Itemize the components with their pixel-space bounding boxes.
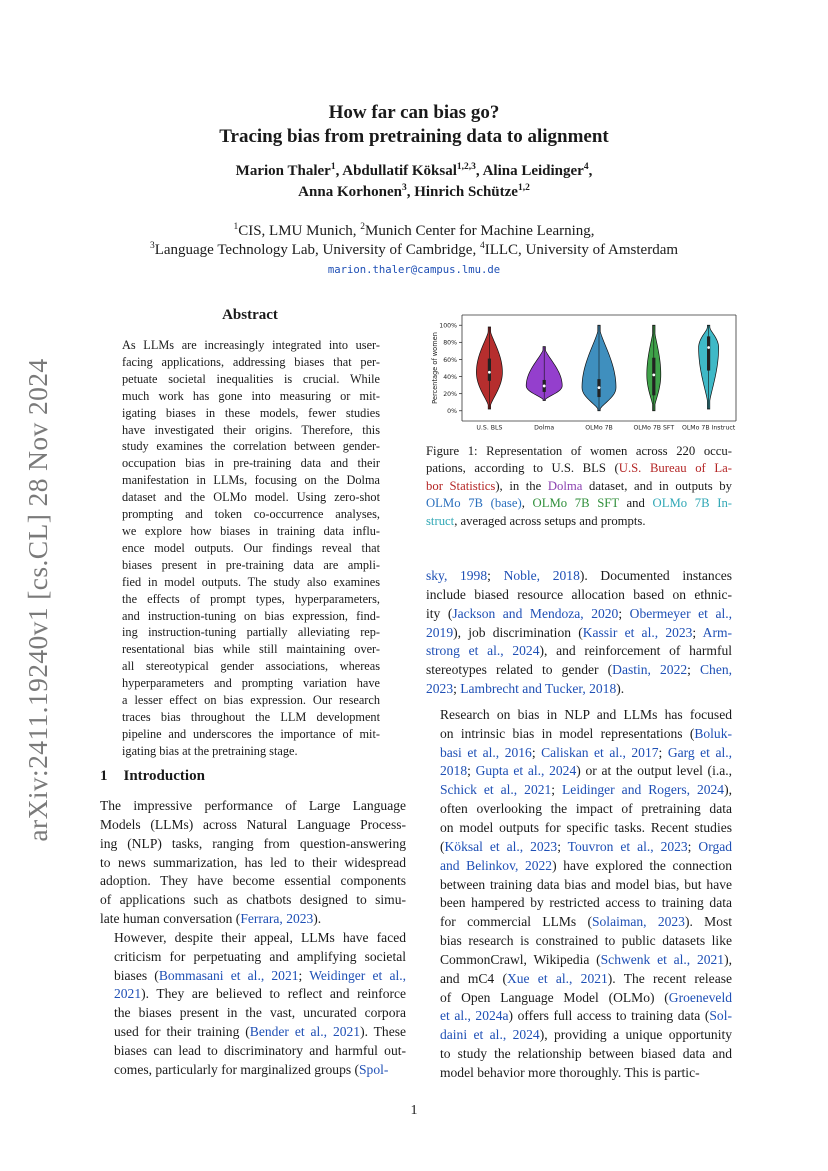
text-span: bias research is constrained to public datasets like <box>440 933 732 949</box>
citation-link[interactable]: Schwenk et al., 2021 <box>600 951 725 967</box>
text-line <box>426 876 732 895</box>
text-line <box>426 642 732 661</box>
y-tick-label: 60% <box>443 356 457 364</box>
citation-link[interactable]: Groeneveld <box>668 989 732 1005</box>
figure-caption <box>426 443 732 530</box>
abstract-line: ing instruction-tuning partially alleviating rep- <box>122 625 380 640</box>
author-name: Alina Leidinger <box>482 163 584 179</box>
text-line <box>426 1007 732 1026</box>
abstract-line: and instruction-tuning on bias expression, find- <box>122 608 380 623</box>
text-line <box>100 985 406 1004</box>
y-tick-label: 80% <box>443 339 457 347</box>
abstract-line: traces bias throughout the LLM development <box>122 709 380 724</box>
left-column <box>100 797 406 1080</box>
citation-link[interactable]: Köksal et al., 2023 <box>444 838 558 854</box>
author-email[interactable]: marion.thaler@campus.lmu.de <box>327 264 501 276</box>
text-span: ), <box>724 782 732 798</box>
abstract-line: biases present in pre-training data are ampli- <box>122 557 380 572</box>
text-span: ; <box>531 744 542 760</box>
text-span: used for their training ( <box>114 1024 250 1040</box>
paragraph <box>426 567 732 699</box>
text-span: ) offers full access to training data ( <box>508 1008 710 1024</box>
x-tick-label: OLMo 7B SFT <box>633 424 675 432</box>
paper-title-line1: How far can bias go? <box>328 102 500 123</box>
colored-term-link[interactable]: U.S. Bureau of La- <box>618 461 732 476</box>
abstract-body <box>122 337 380 760</box>
text-span: and <box>618 496 653 511</box>
citation-link[interactable]: strong et al., 2024 <box>426 643 540 659</box>
paragraph <box>100 929 406 1080</box>
abstract-line: resentational bias while still maintaining over- <box>122 642 380 657</box>
abstract-line: prompting and token co-occurrence analyses, <box>122 507 380 522</box>
text-span: Research on bias in NLP and LLMs has focused <box>440 706 732 722</box>
text-line <box>426 913 732 932</box>
text-span: ; <box>487 568 504 583</box>
text-line <box>100 1023 406 1042</box>
citation-link[interactable]: Jackson and Mendoza, 2020 <box>452 605 619 621</box>
citation-link[interactable]: Touvron et al., 2023 <box>567 838 688 854</box>
text-span: on model outputs for specific tasks. Recent studies <box>440 819 732 835</box>
text-span: ), <box>724 951 732 967</box>
author-name: Hinrich Schütze <box>414 184 518 200</box>
text-line <box>100 872 406 891</box>
text-span: of Open Language Model (OLMo) ( <box>440 989 669 1005</box>
text-span: biases ( <box>114 967 159 983</box>
text-span: stereotypes related to gender ( <box>426 662 613 678</box>
affiliation-line1: $^1$CIS, LMU Munich, $^2$Munich Center for Machine Learning, <box>233 222 595 239</box>
text-span: of applications such as chatbots designed to simu- <box>100 892 406 908</box>
text-span: for commercial LLMs ( <box>440 914 592 930</box>
text-line <box>426 513 732 530</box>
citation-link[interactable]: Chen, <box>700 662 732 678</box>
citation-link[interactable]: daini et al., 2024 <box>440 1027 540 1043</box>
abstract-line: facing applications, addressing biases that per- <box>122 354 380 369</box>
text-span: ; <box>453 681 461 697</box>
abstract-line: As LLMs are increasingly integrated into user- <box>122 338 380 352</box>
colored-term-link[interactable]: struct <box>426 513 455 528</box>
citation-link[interactable]: Gupta et al., 2024 <box>475 763 577 779</box>
text-span: to study the relationship between biased data and <box>440 1046 732 1062</box>
abstract-line: hyperparameters and prompting variation have <box>122 676 380 691</box>
text-line <box>100 891 406 910</box>
violin-median <box>652 373 655 376</box>
colored-term-link[interactable]: OLMo 7B SFT <box>532 496 619 511</box>
abstract-line: we explore how biases in training data influ- <box>122 523 380 538</box>
text-span: ing (NLP) tasks, ranging from question-answering <box>100 835 406 851</box>
abstract-line: igating bias at the pretraining stage. <box>122 743 298 758</box>
text-line <box>426 725 732 744</box>
abstract-line: dataset and the OLMo model. Using zero-shot <box>122 490 380 505</box>
colored-term-link[interactable]: OLMo 7B In- <box>652 496 733 511</box>
abstract-line: a lesser effect on bias expression. Our research <box>122 693 380 708</box>
text-span: Figure 1: Representation of women across 220 occu- <box>426 444 732 458</box>
text-span: ; <box>692 624 703 640</box>
text-span: adoption. They have become essential components <box>100 873 406 889</box>
right-column <box>426 567 732 1083</box>
text-line <box>426 1064 732 1083</box>
text-span: ) or at the output level (i.a., <box>576 763 733 779</box>
text-line <box>100 816 406 835</box>
citation-link[interactable]: Orgad <box>698 838 733 854</box>
text-line <box>426 857 732 876</box>
text-line <box>426 762 732 781</box>
text-line <box>426 989 732 1008</box>
text-line <box>100 910 406 929</box>
abstract-line: the effects of prompt types, hyperparameters, <box>122 591 380 606</box>
citation-link[interactable]: Xue et al., 2021 <box>506 970 608 986</box>
violin-chart-svg <box>410 311 740 436</box>
author-name: Marion Thaler <box>235 163 331 179</box>
text-span: However, despite their appeal, LLMs have faced <box>114 929 406 945</box>
text-span: often overlooking the impact of pretraining data <box>440 801 732 817</box>
violin-median <box>598 386 601 389</box>
citation-link[interactable]: Garg et al., <box>667 744 733 760</box>
abstract-line: manifestation in LLMs, focusing on the Dolma <box>122 473 380 488</box>
violin-median <box>707 346 710 349</box>
text-line <box>426 970 732 989</box>
text-line <box>426 661 732 680</box>
text-line <box>100 854 406 873</box>
author-affil: 1,2 <box>517 183 530 193</box>
text-span: ; <box>687 662 701 678</box>
citation-link[interactable]: Noble, 2018 <box>503 568 580 583</box>
colored-term-link[interactable]: OLMo 7B (base) <box>426 496 522 511</box>
text-span: on intrinsic bias in model representations ( <box>440 725 695 741</box>
text-span: ). The recent release <box>607 970 732 986</box>
text-line <box>426 443 732 460</box>
abstract-line: study examines the correlation between gender- <box>122 439 380 454</box>
citation-link[interactable]: Solaiman, 2023 <box>592 914 685 930</box>
text-span: Models (LLMs) across Natural Language Process- <box>100 816 406 832</box>
paragraph <box>100 797 406 929</box>
author-affil: 4 <box>583 162 589 172</box>
citation-link[interactable]: basi et al., 2016 <box>440 744 532 760</box>
text-span: the biases present in the vast, uncurated corpora <box>114 1005 406 1021</box>
text-line <box>100 1061 406 1080</box>
text-span: ; <box>551 782 563 798</box>
abstract-line: have investigated their origins. Therefore, this <box>122 422 380 437</box>
arxiv-stamp: arXiv:2411.19240v1 [cs.CL] 28 Nov 2024 <box>22 358 53 842</box>
x-tick-label: Dolma <box>534 424 555 432</box>
text-span: pations, according to U.S. BLS ( <box>426 461 619 476</box>
text-span: ; <box>658 744 668 760</box>
citation-link[interactable]: Weidinger et al., <box>309 967 406 983</box>
affiliation-line2: $^3$Language Technology Lab, University of Cambridge, $^4$ILLC, University of Amsterdam <box>149 241 679 258</box>
citation-link[interactable]: Caliskan et al., 2017 <box>541 744 659 760</box>
abstract-heading: Abstract <box>222 307 278 323</box>
text-line <box>100 967 406 986</box>
text-span: ; <box>557 838 568 854</box>
citation-link[interactable]: and Belinkov, 2022 <box>440 857 553 873</box>
citation-link[interactable]: Bender et al., 2021 <box>249 1024 361 1040</box>
text-line <box>426 460 732 477</box>
text-line <box>426 894 732 913</box>
text-span: biases can lead to discriminatory and harmful out- <box>114 1042 406 1058</box>
abstract-line: igating biases in these models, fewer studies <box>122 405 380 420</box>
text-line <box>100 1042 406 1061</box>
text-span: ). Documented instances <box>579 568 732 583</box>
citation-link[interactable]: 2021 <box>114 986 142 1002</box>
text-span: ), in the <box>495 478 548 493</box>
colored-term-link[interactable]: bor Statistics <box>426 478 496 493</box>
text-line <box>426 951 732 970</box>
violin-box <box>652 358 655 396</box>
y-tick-label: 20% <box>443 390 457 398</box>
text-line <box>426 495 732 512</box>
citation-link[interactable]: Dastin, 2022 <box>612 662 688 678</box>
text-span: ; <box>618 605 630 621</box>
text-line <box>426 932 732 951</box>
text-span: The impressive performance of Large Language <box>100 798 406 813</box>
section-title: Introduction <box>123 768 205 784</box>
x-tick-label: OLMo 7B Instruct <box>681 424 736 432</box>
text-line <box>100 948 406 967</box>
abstract-line: all stereotypical gender associations, whereas <box>122 659 380 674</box>
text-span: ). Most <box>684 914 732 930</box>
text-span: ) have explored the connection <box>552 857 732 873</box>
text-span: ity ( <box>426 605 453 621</box>
x-tick-label: U.S. BLS <box>476 424 503 432</box>
abstract-line: occupation bias in pre-training data and their <box>122 456 380 471</box>
page-number: 1 <box>410 1103 418 1118</box>
text-line <box>100 1004 406 1023</box>
text-span: ; <box>298 967 310 983</box>
text-span: ), and reinforcement of harmful <box>539 643 732 659</box>
citation-link[interactable]: sky, 1998 <box>426 568 488 583</box>
text-line <box>426 800 732 819</box>
author-list-line2: Anna Korhonen$^3$, Hinrich Schütze$^{1,2}$ <box>298 183 530 200</box>
author-affil: 3 <box>401 183 407 193</box>
text-line <box>100 929 406 948</box>
text-span: been hampered by restricted access to training data <box>440 895 732 911</box>
text-line <box>426 819 732 838</box>
text-line <box>100 797 406 816</box>
citation-link[interactable]: Arm- <box>702 624 732 640</box>
citation-link[interactable]: Leidinger and Rogers, 2024 <box>562 782 725 798</box>
citation-link[interactable]: et al., 2024a <box>440 1008 509 1024</box>
text-span: between training data bias and model bias, but have <box>440 876 732 892</box>
violin-median <box>543 385 546 388</box>
text-line <box>426 781 732 800</box>
text-span: ( <box>440 838 445 854</box>
text-span: ; <box>467 763 476 779</box>
citation-link[interactable]: Lambrecht and Tucker, 2018 <box>460 681 617 697</box>
abstract-line: pipeline and underscores the importance of mit- <box>122 726 380 741</box>
citation-link[interactable]: Ferrara, 2023 <box>240 911 314 927</box>
text-span: include biased resource allocation based on ethnic- <box>426 586 732 602</box>
text-line <box>426 838 732 857</box>
section-heading <box>100 768 205 785</box>
author-affil: 1 <box>330 162 336 172</box>
citation-link[interactable]: Spol- <box>359 1061 389 1077</box>
text-line <box>426 586 732 605</box>
text-span: and mC4 ( <box>440 970 507 986</box>
text-span: ). They are believed to reflect and reinforce <box>141 986 406 1002</box>
colored-term-link[interactable]: Dolma <box>547 478 583 493</box>
text-line <box>426 478 732 495</box>
text-line <box>100 835 406 854</box>
citation-link[interactable]: Kassir et al., 2023 <box>582 624 693 640</box>
x-tick-label: OLMo 7B <box>585 424 613 432</box>
abstract-line: petuate societal inequalities is crucial. While <box>122 371 380 386</box>
text-span: model behavior more thoroughly. This is partic- <box>440 1064 700 1080</box>
citation-link[interactable]: 2019 <box>426 624 454 640</box>
citation-link[interactable]: Sol- <box>709 1008 732 1024</box>
section-number: 1 <box>100 768 108 784</box>
text-span: , <box>521 496 533 511</box>
author-name: Abdullatif Köksal <box>342 163 457 179</box>
violin-chart <box>410 311 740 436</box>
text-span: comes, particularly for marginalized groups ( <box>114 1061 360 1077</box>
text-span: ), job discrimination ( <box>453 624 583 640</box>
abstract-line: much work has gone into measuring or mit- <box>122 388 380 403</box>
author-list-line1: Marion Thaler$^1$, Abdullatif Köksal$^{1,2,3}$, Alina Leidinger$^4$, <box>235 162 593 179</box>
text-line <box>426 706 732 725</box>
text-span: dataset, and in outputs by <box>582 478 732 493</box>
citation-link[interactable]: Boluk- <box>694 725 732 741</box>
text-line <box>426 567 732 586</box>
citation-link[interactable]: 2023 <box>426 681 454 697</box>
text-span: late human conversation ( <box>100 911 241 927</box>
text-span: , averaged across setups and prompts. <box>454 513 646 528</box>
paragraph <box>426 706 732 1083</box>
text-line <box>426 744 732 763</box>
text-span: ). <box>616 681 625 697</box>
violin-median <box>488 371 491 374</box>
text-span: criticism for perpetuating and amplifying societal <box>114 948 406 964</box>
citation-link[interactable]: Bommasani et al., 2021 <box>158 967 299 983</box>
text-span: ). <box>313 911 322 927</box>
author-affil: 1,2,3 <box>456 162 476 172</box>
text-line <box>426 680 732 699</box>
text-span: ; <box>687 838 699 854</box>
citation-link[interactable]: 2018 <box>440 763 468 779</box>
y-tick-label: 40% <box>443 373 457 381</box>
abstract-line: fied in model outputs. The study also examines <box>122 574 380 589</box>
text-line <box>426 1045 732 1064</box>
violin-box <box>707 336 710 370</box>
text-span: to news summarization, has led to their widespread <box>100 854 406 870</box>
text-line <box>426 605 732 624</box>
y-axis-label: Percentage of women <box>431 332 439 404</box>
citation-link[interactable]: Schick et al., 2021 <box>440 782 552 798</box>
text-line <box>426 624 732 643</box>
violin-box <box>488 359 491 381</box>
text-line <box>426 1026 732 1045</box>
paper-title-line2: Tracing bias from pretraining data to alignment <box>219 126 609 147</box>
text-span: CommonCrawl, Wikipedia ( <box>440 951 601 967</box>
text-span: ), providing a unique opportunity <box>539 1027 732 1043</box>
citation-link[interactable]: Obermeyer et al., <box>629 605 733 621</box>
text-span: ). These <box>360 1024 406 1040</box>
abstract-line: ence model outputs. Our findings reveal that <box>122 540 380 555</box>
author-name: Anna Korhonen <box>298 184 402 200</box>
y-tick-label: 100% <box>439 322 457 330</box>
y-tick-label: 0% <box>447 408 457 416</box>
